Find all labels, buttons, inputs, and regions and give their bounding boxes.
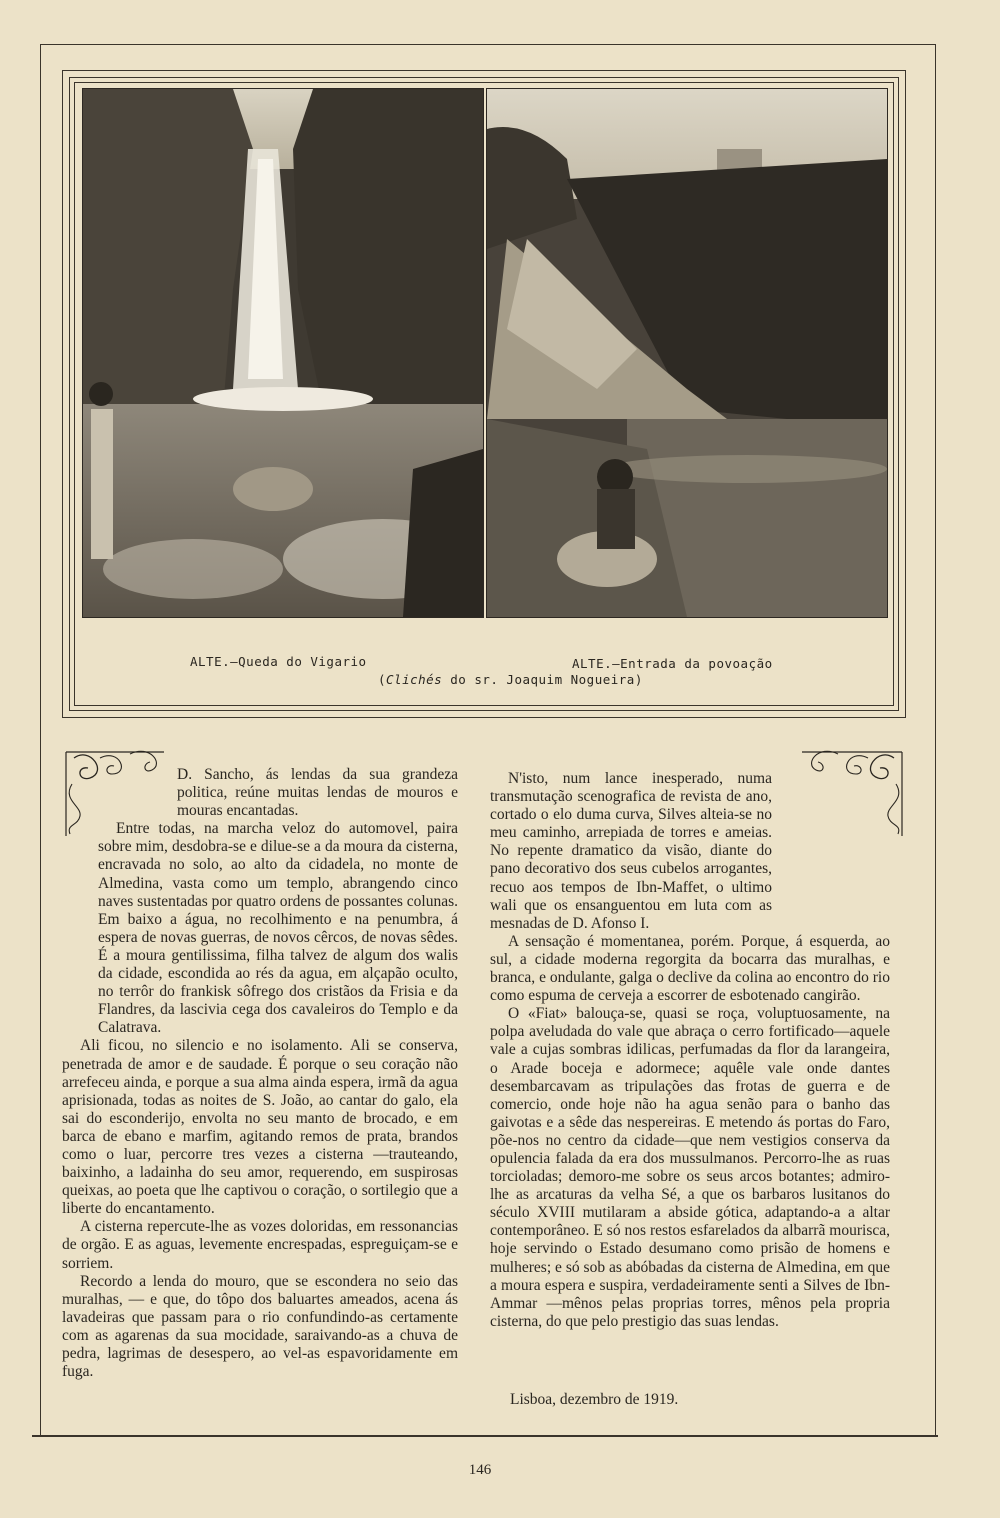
left-photo-caption: ALTE.—Queda do Vigario bbox=[190, 654, 367, 669]
paragraph: O «Fiat» balouça-se, quasi se roça, voluptuosamente, na polpa aveludada do vale que abraça o cerro fortificado—aquele vale a cujas sombras idilicas, perfumadas da flor da larangeira, o Arade boceja e adormece; aquêle vale onde dantes desembarcavam as tripulações das frotas de guerra e de comercio, onde hoje não ha agua senão para o banho das gaivotas e a sêde das nespereiras. E metendo ás portas do Faro, põe-nos no centro da cidade—que nem vestigios conserva da opulencia falada da era dos mussulmanos. Percorro-lhe as ruas torcioladas; demoro-me sobre os seus arcos botantes; admiro-lhe as arcaturas da velha Sé, a que os barbaros lusitanos do século XVIII mutilaram a abside gótica, adaptando-a a altar contemporâneo. E só nos restos esfarelados da albarrã mourisca, hoje servindo o Estado desumano como prisão de homens e mulheres; e só sob as abóbadas da cisterna de Almedina, em que a moura espera e suspira, verdadeiramente senti a Silves de Ibn-Ammar —mênos pelas proprias torres, mênos pela propria cisterna, do que pelo prestigio das suas lendas. bbox=[490, 1005, 890, 1330]
paragraph: Ali ficou, no silencio e no isolamento. Ali se conserva, penetrada de amor e de saudade. É porque o seu coração não arrefeceu ainda, e porque a sua alma ainda espera, irmã da agua aprisionada, todas as noites de S. João, ao cantar do galo, ela sai do esconderijo, envolta no seu manto de brocado, e em barca de ebano e marfim, agitando remos de prata, brandos como o luar, percorre tres vezes a cisterna —trauteando, baixinho, a ladainha do seu amor, requerendo, em suspirosas queixas, ao poeta que lhe captivou o coração, o sortilegio que a liberte do encantamento. bbox=[62, 1037, 458, 1218]
paragraph: D. Sancho, ás lendas da sua grandeza politica, reúne muitas lendas de mouros e mouras encantadas. bbox=[177, 766, 458, 820]
paragraph: A sensação é momentanea, porém. Porque, á esquerda, ao sul, a cidade moderna regorgita da bocarra das muralhas, e branca, e ondulante, galga o declive da colina ao encontro do rio como espuma de cerveja a escorrer de esbotenado cangirão. bbox=[490, 932, 890, 1005]
bottom-rule bbox=[32, 1435, 938, 1437]
left-text-column bbox=[62, 766, 458, 1381]
paragraph: N'isto, num lance inesperado, numa transmutação scenografica de revista de ano, cortado o elo duma curva, Silves alteia-se no meu caminho, arrepiada de torres e ameias. No repente dramatico da visão, diante do pano decorativo dos seus cubelos arrogantes, recuo aos tempos de Ibn-Maffet, o ultimo wali que os ensanguentou em luta com as mesnadas de D. Afonso I. bbox=[490, 770, 772, 932]
photo-village-entrance bbox=[486, 88, 888, 618]
page-number: 146 bbox=[468, 1462, 492, 1478]
right-photo-caption: ALTE.—Entrada da povoação bbox=[572, 656, 773, 671]
paragraph: Recordo a lenda do mouro, que se escondera no seio das muralhas, — e que, do tôpo dos baluartes ameados, acena ás lavadeiras que passam para o rio confundindo-as certamente com as agarenas da sua mocidade, saraivando-as a chuva de pedra, lagrimas de desespero, ao vel-as espavoridamente em fuga. bbox=[62, 1272, 458, 1381]
paragraph: A cisterna repercute-lhe as vozes doloridas, em ressonancias de orgão. E as aguas, levemente encrespadas, espreguiçam-se e sorriem. bbox=[62, 1218, 458, 1272]
paragraph: Entre todas, na marcha veloz do automovel, paira sobre mim, desdobra-se e dilue-se a da moura da cisterna, encravada no solo, ao alto da cidadela, no monte de Almedina, vasta como um templo, abrangendo cinco naves sustentadas por quatro ordens de possantes colunas. Em baixo a água, no recolhimento e na penumbra, á espera de novas guerras, de novos cêrcos, de novas sêdes. É a moura gentilissima, filha talvez de algum dos walis da cidade, escondida ao rés da agua, em alçapão oculto, no terrôr do frankisk sôfrego dos cristãos da Frisia e da Flandres, da lascivia cega dos cavaleiros do Templo e da Calatrava. bbox=[98, 820, 458, 1037]
dateline: Lisboa, dezembro de 1919. bbox=[510, 1391, 679, 1408]
right-text-column bbox=[490, 770, 890, 1331]
photo-credit: (Clichés do sr. Joaquim Nogueira) bbox=[378, 672, 643, 687]
photo-waterfall bbox=[82, 88, 484, 618]
